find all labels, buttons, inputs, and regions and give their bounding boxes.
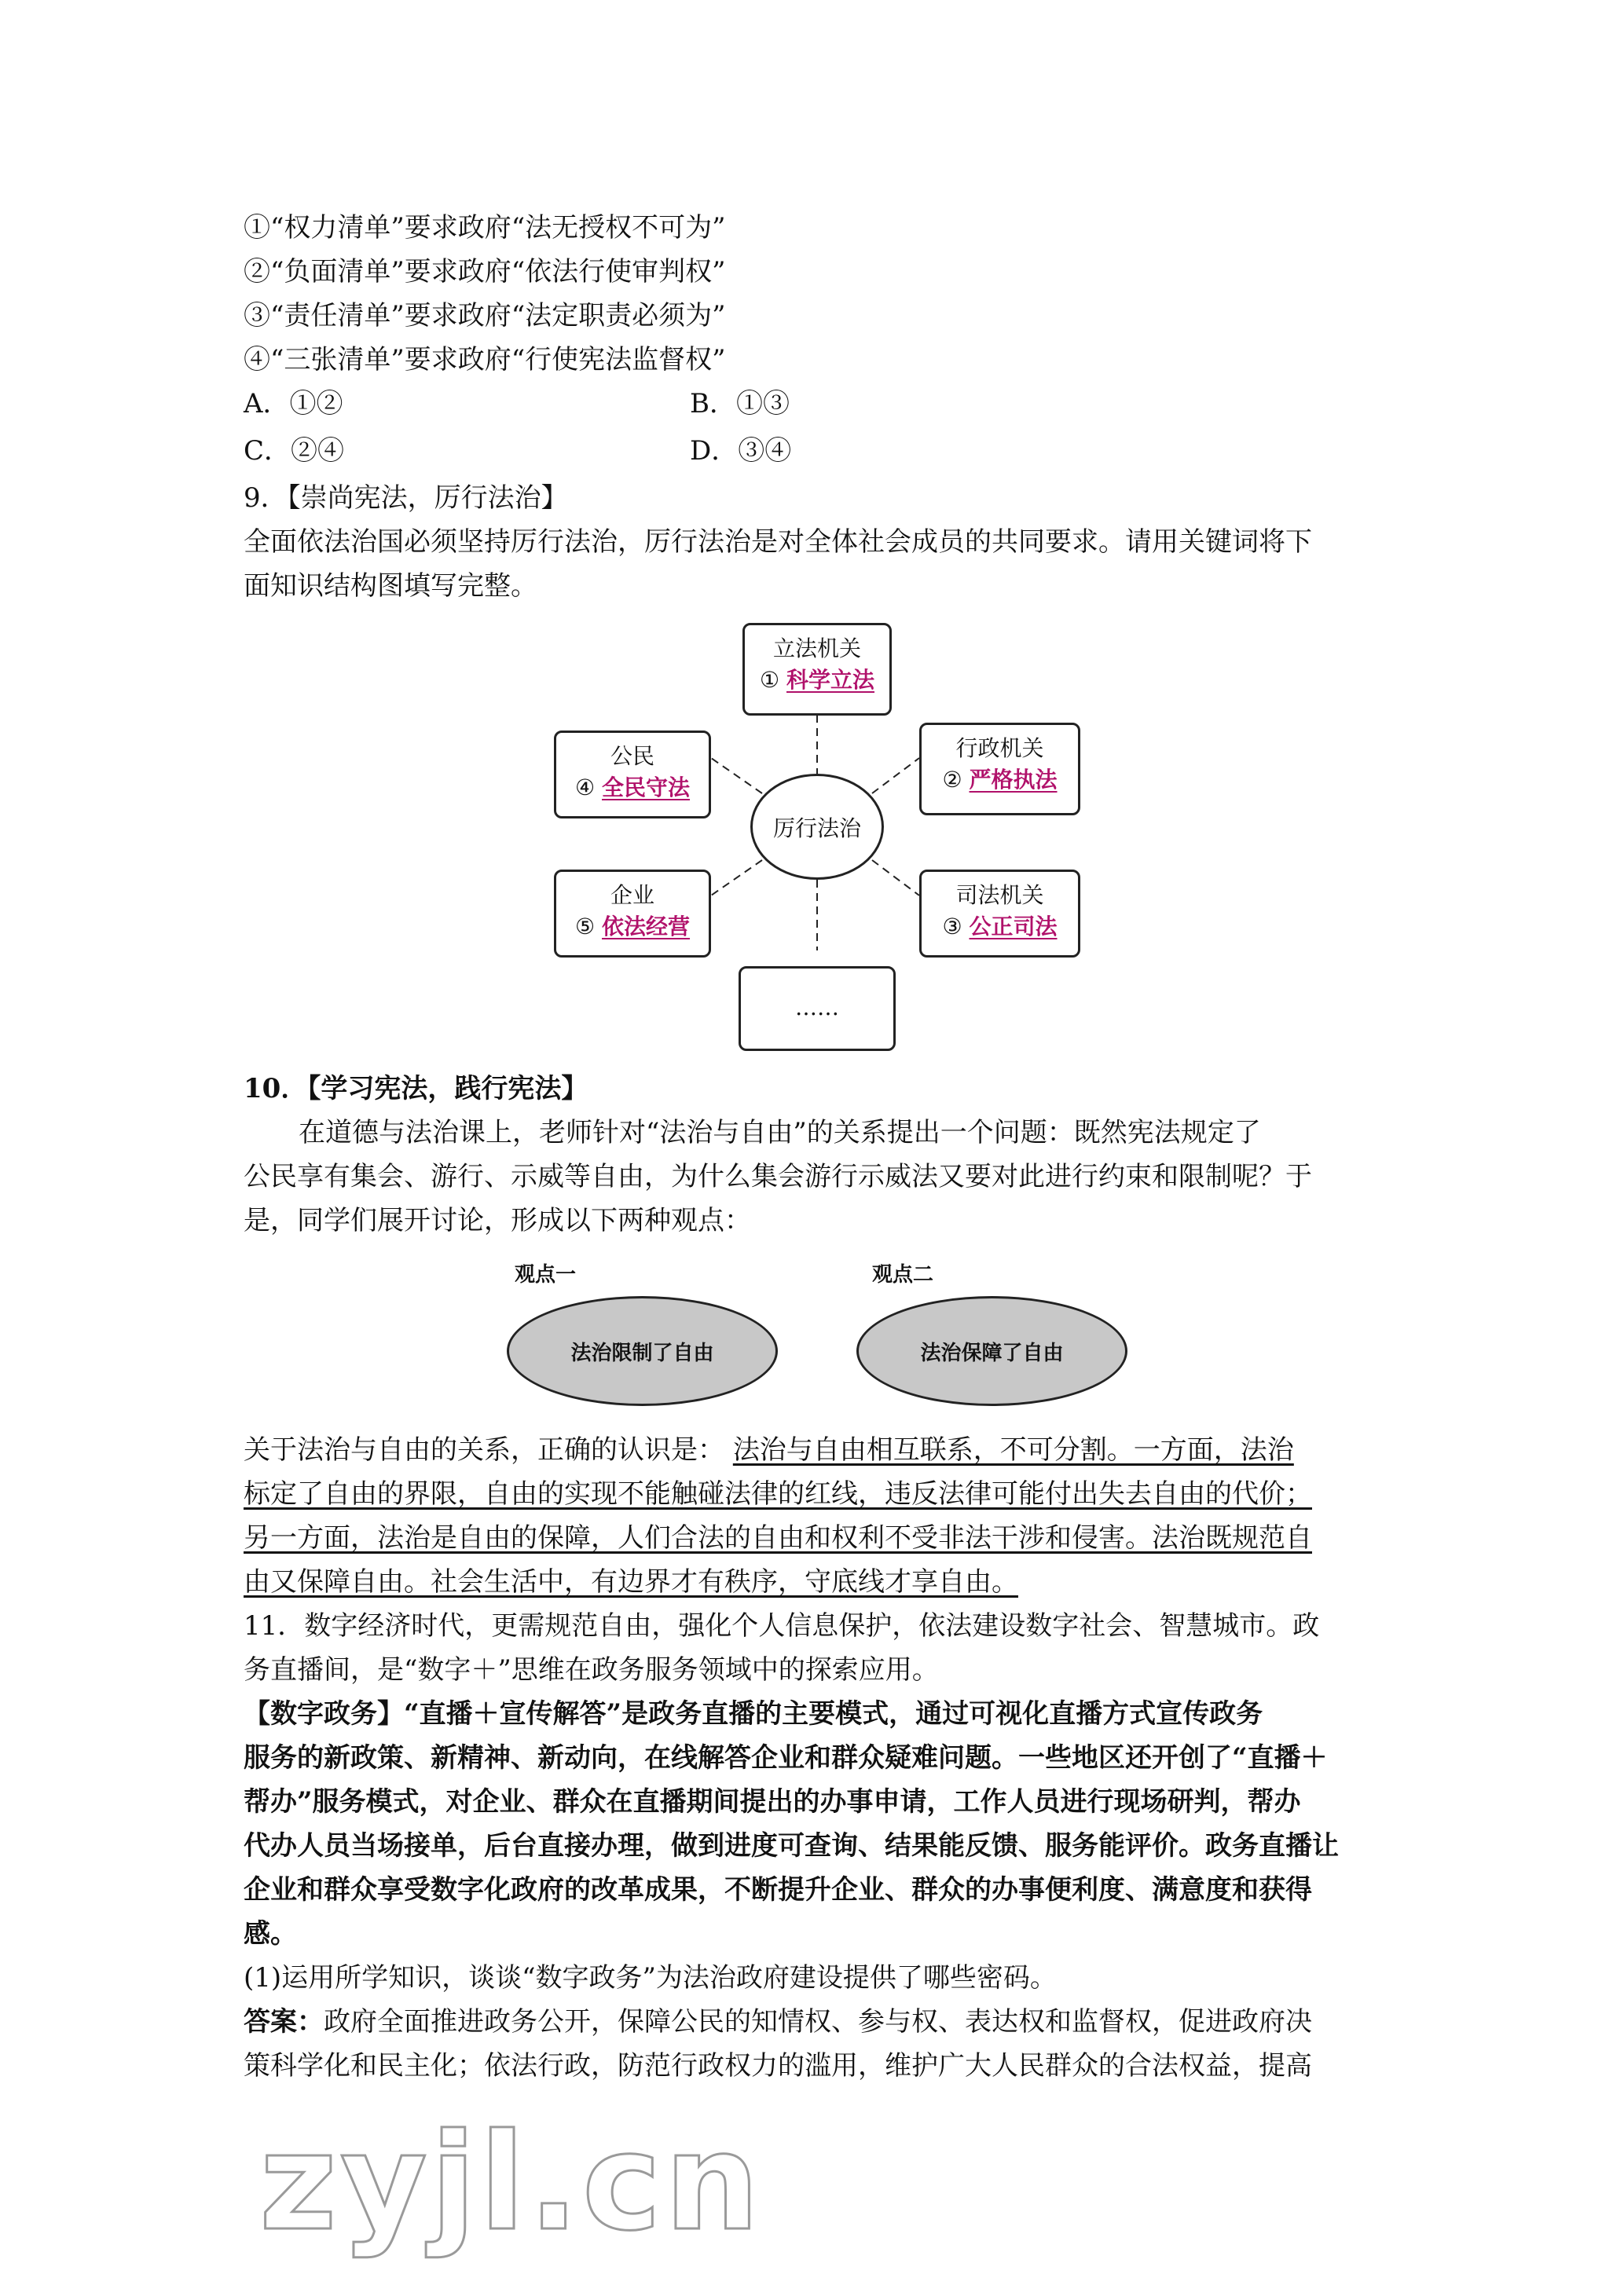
administration-fill: 严格执法 <box>969 767 1058 793</box>
view2-cloud: 法治保障了自由 <box>856 1296 1127 1406</box>
q11-answer-label: 答案： <box>244 2006 324 2038</box>
q11-material-line2: 服务的新政策、新精神、新动向，在线解答企业和群众疑难问题。一些地区还开创了“直播＋ <box>244 1742 1328 1774</box>
q11-answer-text1: 政府全面推进政务公开，保障公民的知情权、参与权、表达权和监督权，促进政府决 <box>324 2006 1312 2038</box>
enterprise-answer <box>556 911 709 943</box>
connector-lower-right <box>872 860 919 895</box>
knowledge-structure-diagram <box>550 617 1084 1056</box>
q10-answer-line3: 另一方面，法治是自由的保障，人们合法的自由和权利不受非法干涉和侵害。法治既规范自 <box>244 1522 1312 1554</box>
q11-answer-line2: 策科学化和民主化；依法行政，防范行政权力的滥用，维护广大人民群众的合法权益，提高 <box>244 2050 1312 2082</box>
legislature-answer <box>745 665 889 696</box>
q11-sub1: (1)运用所学知识，谈谈“数字政务”为法治政府建设提供了哪些密码。 <box>244 1962 1057 1994</box>
center-rule-of-law: 厉行法治 <box>750 774 884 880</box>
q10-answer-prefix: 关于法治与自由的关系，正确的认识是： <box>244 1434 724 1466</box>
judiciary-answer <box>922 911 1078 943</box>
q10-answer-line2: 标定了自由的界限，自由的实现不能触碰法律的红线，违反法律可能付出失去自由的代价； <box>244 1478 1312 1510</box>
q11-line2: 务直播间，是“数字＋”思维在政务服务领域中的探索应用。 <box>244 1654 939 1686</box>
q11-material-line3: 帮办”服务模式，对企业、群众在直播期间提出的办事申请，工作人员进行现场研判，帮办 <box>244 1786 1301 1818</box>
administration-title: 行政机关 <box>955 735 1044 761</box>
legislature-title: 立法机关 <box>772 635 861 661</box>
enterprise-fill: 依法经营 <box>602 914 691 939</box>
q11-answer-line1 <box>244 2005 1312 2039</box>
q11-material-line6: 感。 <box>244 1918 297 1950</box>
q10-heading: 10．【学习宪法，践行宪法】 <box>244 1073 588 1104</box>
box-administration <box>919 723 1080 815</box>
q9-stem-line1: 全面依法治国必须坚持厉行法治，厉行法治是对全体社会成员的共同要求。请用关键词将下 <box>244 526 1312 558</box>
q10-para-line1: 在道德与法治课上，老师针对“法治与自由”的关系提出一个问题：既然宪法规定了 <box>299 1117 1261 1148</box>
view1-cloud: 法治限制了自由 <box>507 1296 778 1406</box>
connector-upper-left <box>711 758 762 793</box>
q10-para-line2: 公民享有集会、游行、示威等自由，为什么集会游行示威法又要对此进行约束和限制呢？于 <box>244 1161 1312 1192</box>
box-judiciary <box>919 870 1080 958</box>
q10-answer-line1 <box>244 1433 1294 1467</box>
enterprise-number: ⑤ <box>574 914 596 939</box>
q11-material-line1: 【数字政务】“直播＋宣传解答”是政务直播的主要模式，通过可视化直播方式宣传政务 <box>244 1698 1263 1730</box>
q10-answer-text1: 法治与自由相互联系，不可分割。一方面，法治 <box>732 1434 1294 1466</box>
citizen-answer <box>556 772 709 804</box>
judiciary-title: 司法机关 <box>955 882 1044 908</box>
q8-option-d: D．③④ <box>690 435 792 467</box>
q10-para-line3: 是，同学们展开讨论，形成以下两种观点： <box>244 1205 751 1236</box>
view1-label: 观点一 <box>515 1263 577 1287</box>
q11-line1: 11．数字经济时代，更需规范自由，强化个人信息保护，依法建设数字社会、智慧城市。政 <box>244 1610 1320 1642</box>
judiciary-fill: 公正司法 <box>969 914 1058 939</box>
q11-material-line5: 企业和群众享受数字化政府的改革成果，不断提升企业、群众的办事便利度、满意度和获得 <box>244 1874 1312 1906</box>
legislature-number: ① <box>759 667 780 693</box>
connector-lower-left <box>711 860 762 895</box>
q9-stem-line2: 面知识结构图填写完整。 <box>244 570 537 602</box>
q10-answer-line4: 由又保障自由。社会生活中，有边界才有秩序，守底线才享自由。 <box>244 1566 1018 1598</box>
q8-statement-2: ②“负面清单”要求政府“依法行使审判权” <box>244 256 726 287</box>
box-citizen <box>554 731 711 818</box>
view2-label: 观点二 <box>872 1263 934 1287</box>
administration-answer <box>922 764 1078 796</box>
q8-option-b: B．①③ <box>690 388 790 419</box>
citizen-fill: 全民守法 <box>602 774 691 800</box>
enterprise-title: 企业 <box>610 882 654 908</box>
q8-statement-4: ④“三张清单”要求政府“行使宪法监督权” <box>244 344 726 375</box>
q8-statement-3: ③“责任清单”要求政府“法定职责必须为” <box>244 300 726 331</box>
box-more: …… <box>739 966 896 1051</box>
box-enterprise <box>554 870 711 958</box>
judiciary-number: ③ <box>942 914 962 939</box>
watermark-logo: zyjl.cn <box>259 2105 763 2261</box>
legislature-fill: 科学立法 <box>786 667 875 693</box>
q8-option-a: A．①② <box>244 388 343 419</box>
citizen-number: ④ <box>574 774 596 800</box>
citizen-title: 公民 <box>610 743 654 769</box>
administration-number: ② <box>942 767 962 793</box>
connector-upper-right <box>872 758 919 793</box>
q8-option-c: C．②④ <box>244 435 345 467</box>
q9-heading: 9．【崇尚宪法，厉行法治】 <box>244 482 568 514</box>
q8-statement-1: ①“权力清单”要求政府“法无授权不可为” <box>244 212 726 244</box>
box-legislature <box>742 623 892 716</box>
q11-material-line4: 代办人员当场接单，后台直接办理，做到进度可查询、结果能反馈、服务能评价。政务直播让 <box>244 1830 1339 1862</box>
